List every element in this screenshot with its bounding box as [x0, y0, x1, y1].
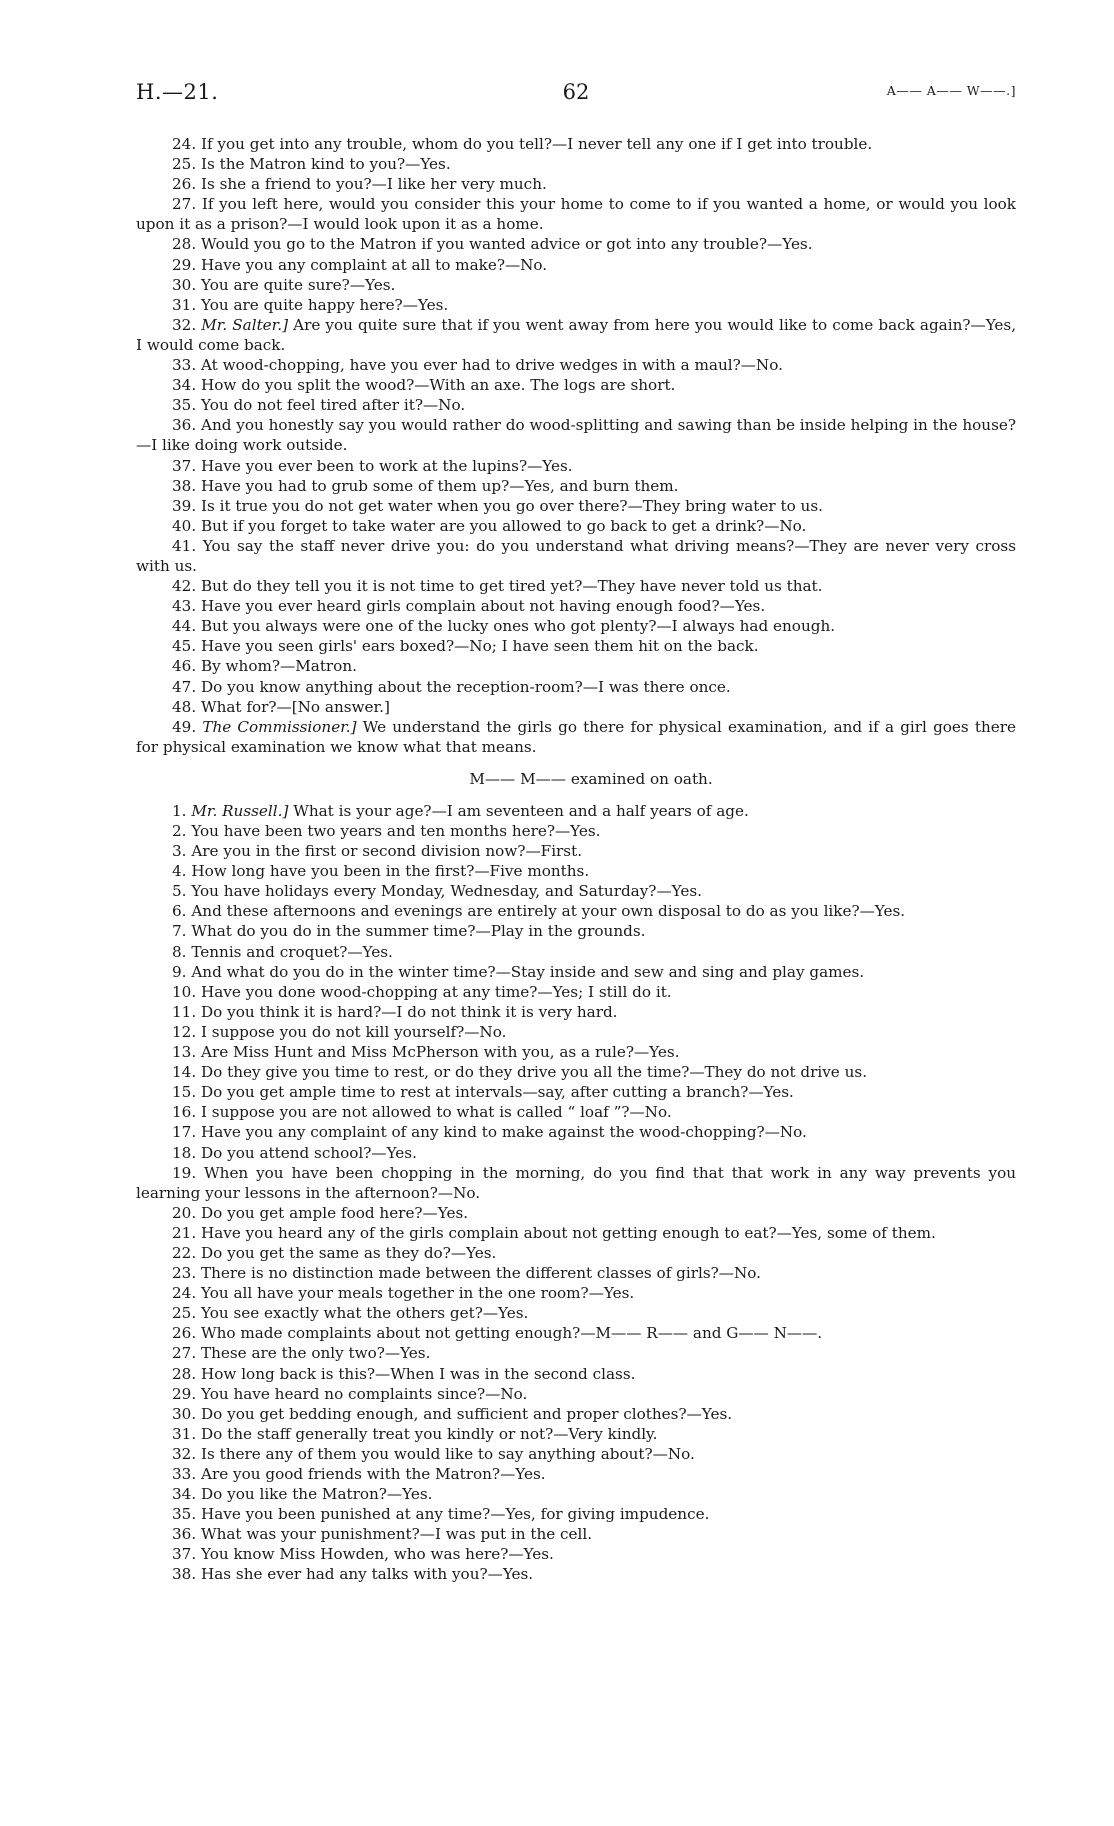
question-answer-item [136, 596, 1016, 616]
question-answer-item [136, 1444, 1016, 1464]
question-answer-item [136, 1022, 1016, 1042]
question-text: Tennis and croquet?—Yes. [191, 942, 393, 961]
question-number: 21. [172, 1223, 197, 1242]
question-text: How do you split the wood?—With an axe. The logs are short. [200, 376, 676, 395]
question-text: And these afternoons and evenings are entirely at your own disposal to do as you like?—Yes. [191, 902, 906, 921]
question-number: 27. [172, 195, 197, 214]
question-answer-item [136, 1002, 1016, 1022]
question-number: 10. [172, 982, 197, 1001]
question-answer-item [136, 697, 1016, 717]
question-text: You are quite sure?—Yes. [200, 275, 396, 294]
question-answer-item [136, 942, 1016, 962]
question-answer-item [136, 1143, 1016, 1163]
question-number: 36. [172, 1525, 197, 1544]
question-number: 6. [172, 902, 187, 921]
question-answer-item [136, 1082, 1016, 1102]
question-text: But do they tell you it is not time to get tired yet?—They have never told us that. [200, 577, 823, 596]
question-number: 27. [172, 1344, 197, 1363]
question-number: 44. [172, 617, 197, 636]
question-answer-item [136, 1504, 1016, 1524]
question-text: Is there any of them you would like to say anything about?—No. [200, 1444, 695, 1463]
question-number: 37. [172, 1545, 197, 1564]
question-text: Have you ever been to work at the lupins?—Yes. [200, 456, 573, 475]
question-text: Do you know anything about the reception-room?—I was there once. [200, 677, 731, 696]
question-text: If you left here, would you consider this your home to come to if you wanted a home, or would you look upon it as a prison?—I would look upon it as a home. [136, 195, 1016, 234]
question-answer-item [136, 315, 1016, 355]
question-text: When you have been chopping in the morning, do you find that that work in any way prevents you learning your lessons in the afternoon?—No. [136, 1163, 1017, 1202]
question-number: 25. [172, 1304, 197, 1323]
question-answer-item [136, 1263, 1016, 1283]
question-answer-item [136, 656, 1016, 676]
question-text: Are you good friends with the Matron?—Yes. [200, 1465, 546, 1483]
question-number: 18. [172, 1143, 197, 1162]
question-text: Who made complaints about not getting enough?—M—— R—— and G—— N——. [200, 1324, 823, 1343]
question-answer-item [136, 476, 1016, 496]
question-text: You are quite happy here?—Yes. [200, 295, 449, 314]
question-answer-item [136, 174, 1016, 194]
question-number: 35. [172, 1505, 197, 1524]
question-answer-item [136, 881, 1016, 901]
question-answer-item [136, 1203, 1016, 1223]
question-answer-item [136, 295, 1016, 315]
question-answer-item [136, 234, 1016, 254]
question-text: You say the staff never drive you: do you understand what driving means?—They are never very cross with us. [136, 536, 1016, 575]
question-text: Have you been punished at any time?—Yes, for giving impudence. [200, 1505, 710, 1524]
question-answer-item [136, 576, 1016, 596]
question-number: 32. [172, 1444, 197, 1463]
question-answer-item [136, 1464, 1016, 1484]
question-number: 31. [172, 295, 197, 314]
question-number: 40. [172, 516, 197, 535]
question-number: 33. [172, 1465, 197, 1483]
question-text: Do you get bedding enough, and sufficient and proper clothes?—Yes. [200, 1404, 733, 1423]
question-answer-item [136, 616, 1016, 636]
page-header [136, 80, 1016, 106]
question-number: 23. [172, 1264, 197, 1283]
question-number: 17. [172, 1123, 197, 1142]
question-number: 1. [172, 801, 187, 820]
question-number: 20. [172, 1203, 197, 1222]
question-text: Have you done wood-chopping at any time?—Yes; I still do it. [200, 982, 672, 1001]
question-answer-item [136, 636, 1016, 656]
question-text: And you honestly say you would rather do wood-splitting and sawing than be inside helping in the house?—I like doing work outside. [136, 416, 1016, 455]
question-number: 41. [172, 536, 197, 555]
question-answer-item [136, 154, 1016, 174]
question-answer-item [136, 1102, 1016, 1122]
question-text: We understand the girls go there for physical examination, and if a girl goes there for physical examination we know what that means. [136, 717, 1017, 756]
testimony-new-witness [136, 801, 1016, 1585]
question-number: 28. [172, 235, 197, 254]
question-text: Are you in the first or second division now?—First. [191, 842, 583, 861]
question-text: How long have you been in the first?—Five months. [191, 862, 590, 881]
question-number: 8. [172, 942, 187, 961]
question-answer-item [136, 901, 1016, 921]
question-number: 19. [172, 1163, 197, 1182]
question-number: 30. [172, 275, 197, 294]
question-answer-item [136, 456, 1016, 476]
question-text: If you get into any trouble, whom do you tell?—I never tell any one if I get into trouble. [200, 135, 873, 153]
question-text: What was your punishment?—I was put in the cell. [200, 1525, 593, 1544]
question-text: Have you seen girls' ears boxed?—No; I have seen them hit on the back. [200, 637, 759, 656]
speaker-name: Mr. Russell.] [191, 801, 289, 820]
question-text: Have you ever heard girls complain about not having enough food?—Yes. [200, 597, 766, 616]
question-number: 46. [172, 657, 197, 676]
question-text: I suppose you do not kill yourself?—No. [200, 1022, 507, 1041]
question-text: How long back is this?—When I was in the second class. [200, 1364, 636, 1383]
question-answer-item [136, 962, 1016, 982]
question-answer-item [136, 1283, 1016, 1303]
speaker-name: The Commissioner.] [202, 717, 357, 736]
document-reference: H.—21. [136, 80, 219, 104]
question-text: Do you attend school?—Yes. [200, 1143, 417, 1162]
question-answer-item [136, 841, 1016, 861]
question-number: 37. [172, 456, 197, 475]
question-text: You have heard no complaints since?—No. [200, 1384, 528, 1403]
section-title: M—— M—— examined on oath. [469, 769, 713, 788]
question-answer-item [136, 1323, 1016, 1343]
question-text: Do you get ample time to rest at intervals—say, after cutting a branch?—Yes. [200, 1083, 794, 1102]
question-number: 30. [172, 1404, 197, 1423]
question-answer-item [136, 677, 1016, 697]
question-text: At wood-chopping, have you ever had to drive wedges in with a maul?—No. [200, 356, 783, 375]
question-answer-item [136, 1243, 1016, 1263]
question-text: You do not feel tired after it?—No. [200, 396, 466, 415]
question-text: Has she ever had any talks with you?—Yes. [200, 1565, 534, 1584]
question-answer-item [136, 1122, 1016, 1142]
question-answer-item [136, 1303, 1016, 1323]
question-text: Do the staff generally treat you kindly or not?—Very kindly. [200, 1424, 658, 1443]
question-answer-item [136, 1343, 1016, 1363]
question-text: There is no distinction made between the different classes of girls?—No. [200, 1264, 761, 1283]
question-number: 14. [172, 1063, 197, 1082]
question-answer-item [136, 134, 1016, 154]
question-text: Have you any complaint of any kind to make against the wood-chopping?—No. [200, 1123, 807, 1142]
question-answer-item [136, 395, 1016, 415]
question-text: Have you any complaint at all to make?—No. [200, 255, 548, 274]
question-answer-item [136, 375, 1016, 395]
question-text: What is your age?—I am seventeen and a half years of age. [288, 801, 749, 820]
testimony-continued [136, 134, 1016, 757]
question-answer-item [136, 1564, 1016, 1584]
question-number: 47. [172, 677, 197, 696]
question-answer-item [136, 536, 1016, 576]
question-text: Have you heard any of the girls complain about not getting enough to eat?—Yes, some of them. [200, 1223, 936, 1242]
witness-name: A—— A—— W——.] [886, 83, 1016, 98]
question-answer-item [136, 1524, 1016, 1544]
question-text: Are Miss Hunt and Miss McPherson with you, as a rule?—Yes. [200, 1043, 680, 1062]
question-text: Is she a friend to you?—I like her very much. [200, 175, 547, 194]
question-answer-item [136, 982, 1016, 1002]
question-answer-item [136, 717, 1016, 757]
question-number: 31. [172, 1424, 197, 1443]
question-number: 28. [172, 1364, 197, 1383]
question-number: 12. [172, 1022, 197, 1041]
question-number: 36. [172, 416, 197, 435]
question-number: 34. [172, 1485, 197, 1504]
question-text: I suppose you are not allowed to what is called “ loaf ”?—No. [200, 1103, 672, 1122]
question-number: 48. [172, 697, 197, 716]
question-number: 9. [172, 962, 187, 981]
question-text: Do you get ample food here?—Yes. [200, 1203, 469, 1222]
question-text: What for?—[No answer.] [200, 697, 390, 716]
question-text: You see exactly what the others get?—Yes. [200, 1304, 529, 1323]
question-text: You have been two years and ten months here?—Yes. [191, 822, 601, 840]
question-number: 29. [172, 1384, 197, 1403]
question-text: Is it true you do not get water when you go over there?—They bring water to us. [200, 496, 823, 515]
question-answer-item [136, 1384, 1016, 1404]
question-number: 25. [172, 155, 197, 174]
question-number: 5. [172, 882, 187, 901]
question-number: 45. [172, 637, 197, 656]
question-text: You know Miss Howden, who was here?—Yes. [200, 1545, 554, 1564]
question-answer-item [136, 921, 1016, 941]
question-number: 26. [172, 1324, 197, 1343]
question-text: You all have your meals together in the one room?—Yes. [200, 1284, 635, 1303]
question-answer-item [136, 1424, 1016, 1444]
page-body [136, 134, 1016, 1585]
question-number: 2. [172, 822, 187, 840]
question-text: These are the only two?—Yes. [200, 1344, 431, 1363]
question-text: Is the Matron kind to you?—Yes. [200, 155, 451, 174]
question-answer-item [136, 275, 1016, 295]
question-text: Do they give you time to rest, or do they drive you all the time?—They do not drive us. [200, 1063, 868, 1082]
question-answer-item [136, 1163, 1016, 1203]
question-text: But if you forget to take water are you allowed to go back to get a drink?—No. [200, 516, 807, 535]
question-number: 24. [172, 135, 197, 153]
question-number: 16. [172, 1103, 197, 1122]
question-number: 39. [172, 496, 197, 515]
question-answer-item [136, 821, 1016, 841]
question-text: What do you do in the summer time?—Play in the grounds. [191, 922, 646, 941]
question-answer-item [136, 861, 1016, 881]
question-answer-item [136, 801, 1016, 821]
question-text: By whom?—Matron. [200, 657, 357, 676]
question-number: 49. [172, 717, 197, 736]
question-text: Do you get the same as they do?—Yes. [200, 1243, 497, 1262]
question-number: 24. [172, 1284, 197, 1303]
question-answer-item [136, 355, 1016, 375]
question-answer-item [136, 496, 1016, 516]
question-text: Are you quite sure that if you went away from here you would like to come back again?—Yes, I would come back. [136, 315, 1017, 354]
question-text: And what do you do in the winter time?—Stay inside and sew and sing and play games. [191, 962, 865, 981]
question-number: 29. [172, 255, 197, 274]
question-number: 26. [172, 175, 197, 194]
speaker-name: Mr. Salter.] [201, 315, 289, 334]
question-number: 42. [172, 577, 197, 596]
question-text: Would you go to the Matron if you wanted advice or got into any trouble?—Yes. [200, 235, 813, 254]
question-number: 13. [172, 1043, 197, 1062]
question-number: 7. [172, 922, 187, 941]
question-number: 32. [172, 315, 197, 334]
question-answer-item [136, 1364, 1016, 1384]
question-answer-item [136, 1484, 1016, 1504]
question-number: 33. [172, 356, 197, 375]
question-answer-item [136, 255, 1016, 275]
question-number: 4. [172, 862, 187, 881]
question-answer-item [136, 1223, 1016, 1243]
question-answer-item [136, 1062, 1016, 1082]
question-text: Do you think it is hard?—I do not think it is very hard. [200, 1002, 618, 1021]
question-number: 11. [172, 1002, 197, 1021]
question-number: 34. [172, 376, 197, 395]
question-number: 38. [172, 476, 197, 495]
question-text: Have you had to grub some of them up?—Yes, and burn them. [200, 476, 679, 495]
question-answer-item [136, 415, 1016, 455]
question-number: 15. [172, 1083, 197, 1102]
question-answer-item [136, 194, 1016, 234]
question-answer-item [136, 1042, 1016, 1062]
question-text: You have holidays every Monday, Wednesday, and Saturday?—Yes. [191, 882, 702, 901]
question-answer-item [136, 1404, 1016, 1424]
question-text: Do you like the Matron?—Yes. [200, 1485, 433, 1504]
question-answer-item [136, 516, 1016, 536]
question-text: But you always were one of the lucky ones who got plenty?—I always had enough. [200, 617, 836, 636]
page-number: 62 [562, 80, 590, 104]
question-number: 43. [172, 597, 197, 616]
question-answer-item [136, 1544, 1016, 1564]
question-number: 38. [172, 1565, 197, 1584]
question-number: 35. [172, 396, 197, 415]
question-number: 22. [172, 1243, 197, 1262]
question-number: 3. [172, 842, 187, 861]
